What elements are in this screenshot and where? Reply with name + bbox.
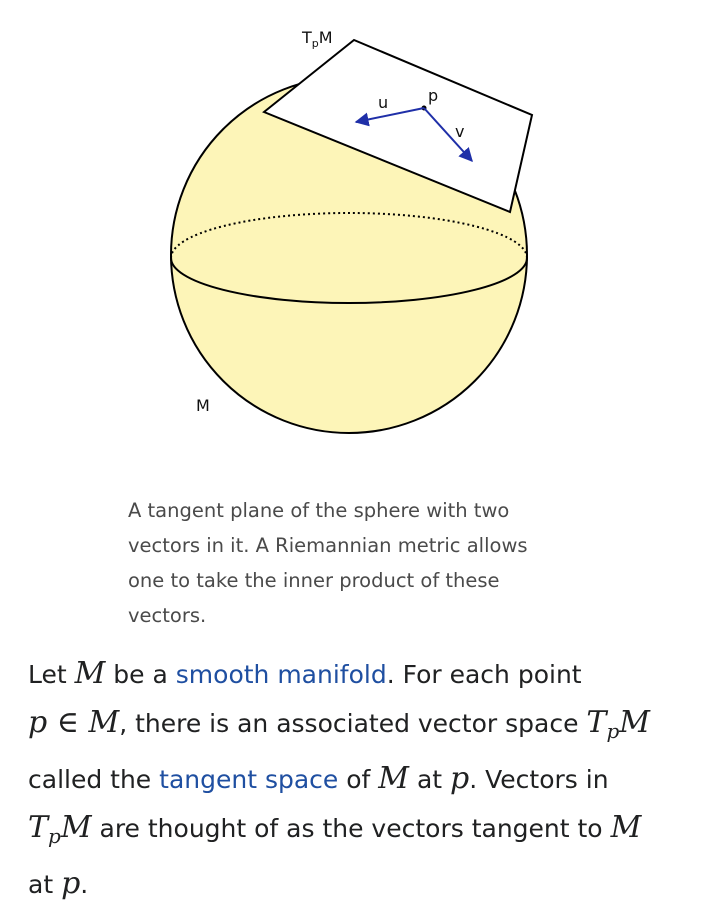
link-smooth-manifold[interactable]: smooth manifold bbox=[175, 660, 387, 689]
text-run: at bbox=[409, 765, 451, 794]
math-M: M bbox=[74, 656, 106, 691]
math-M: M bbox=[610, 810, 642, 845]
math-p: p bbox=[450, 761, 470, 796]
text-run: called the bbox=[28, 765, 160, 794]
figure-caption: A tangent plane of the sphere with two vectors in it. A Riemannian metric allows one to take the inner product of these vectors. bbox=[128, 499, 528, 627]
text-run: Let bbox=[28, 660, 75, 689]
label-vector-u: u bbox=[378, 93, 389, 112]
label-manifold: M bbox=[196, 396, 210, 415]
text-run: at bbox=[28, 870, 62, 899]
math-p-in-M: p ∈ M bbox=[28, 705, 120, 740]
text-run: be a bbox=[105, 660, 176, 689]
label-point-p: p bbox=[428, 86, 439, 105]
math-TpM: $T_pM$ bbox=[586, 705, 650, 743]
math-TpM: $T_pM$ bbox=[28, 810, 92, 848]
text-run: . bbox=[80, 870, 89, 899]
link-tangent-space[interactable]: tangent space bbox=[159, 765, 339, 794]
text-run: are thought of as the vectors tangent to bbox=[91, 814, 611, 843]
label-tangent-plane: $T_pM$ bbox=[302, 28, 333, 50]
math-M: M bbox=[378, 761, 410, 796]
text-run: . Vectors in bbox=[469, 765, 609, 794]
text-run: of bbox=[338, 765, 379, 794]
math-p: p bbox=[61, 866, 81, 901]
text-run: , there is an associated vector space bbox=[119, 709, 587, 738]
label-vector-v: v bbox=[455, 122, 465, 141]
body-paragraph bbox=[28, 650, 698, 909]
text-run: . For each point bbox=[386, 660, 582, 689]
